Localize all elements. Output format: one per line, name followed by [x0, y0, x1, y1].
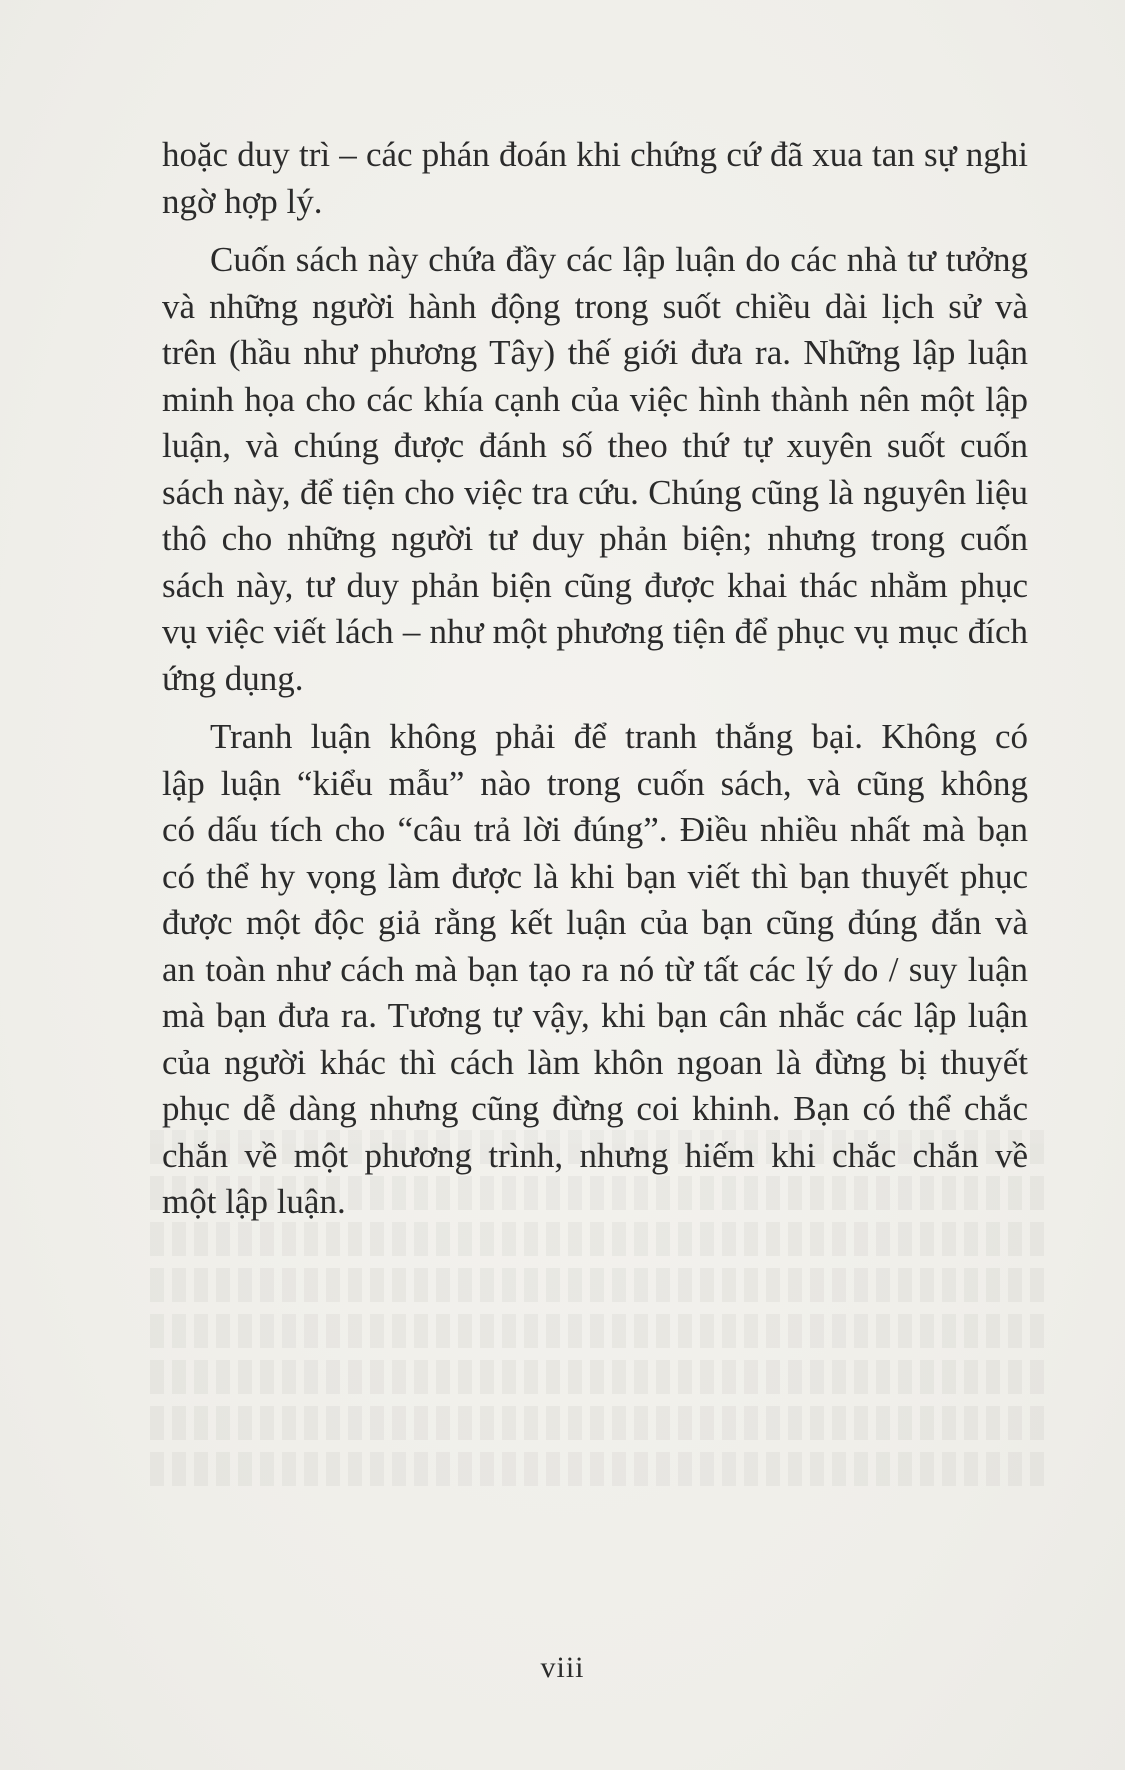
- text-line: có dấu tích cho “câu trả lời đúng”. Điều nhiều nhất mà bạn: [162, 810, 1028, 849]
- text-line: có thể hy vọng làm được là khi bạn viết thì bạn thuyết phục: [162, 856, 1028, 896]
- text-line: của người khác thì cách làm khôn ngoan là đừng bị thuyết: [162, 1042, 1028, 1082]
- text-line: minh họa cho các khía cạnh của việc hình thành nên một lập: [162, 379, 1028, 419]
- text-line: ứng dụng.: [162, 658, 304, 698]
- text-line: phục dễ dàng nhưng cũng đừng coi khinh. Bạn có thể chắc: [162, 1089, 1028, 1128]
- text-line: an toàn như cách mà bạn tạo ra nó từ tất các lý do / suy luận: [162, 949, 1028, 989]
- body-text: [162, 132, 1028, 1238]
- text-line: Cuốn sách này chứa đầy các lập luận do các nhà tư tưởng: [210, 240, 1028, 279]
- text-line: một lập luận.: [162, 1182, 346, 1221]
- text-line: trên (hầu như phương Tây) thế giới đưa ra. Những lập luận: [162, 333, 1028, 372]
- text-line: vụ việc viết lách – như một phương tiện để phục vụ mục đích: [162, 612, 1028, 651]
- text-line: sách này, để tiện cho việc tra cứu. Chúng cũng là nguyên liệu: [162, 472, 1028, 512]
- text-line: sách này, tư duy phản biện cũng được khai thác nhằm phục: [162, 565, 1028, 605]
- text-line: chắn về một phương trình, nhưng hiếm khi chắc chắn về: [162, 1135, 1028, 1175]
- text-line: hoặc duy trì – các phán đoán khi chứng cứ đã xua tan sự nghi: [162, 135, 1028, 174]
- text-line: được một độc giả rằng kết luận của bạn cũng đúng đắn và: [162, 903, 1028, 942]
- paragraph: [162, 132, 1028, 225]
- text-line: Tranh luận không phải để tranh thắng bại. Không có: [210, 717, 1028, 756]
- text-line: mà bạn đưa ra. Tương tự vậy, khi bạn cân nhắc các lập luận: [162, 996, 1028, 1035]
- paragraph: [162, 714, 1028, 1226]
- page-number: viii: [540, 1651, 585, 1684]
- paragraph: [162, 237, 1028, 702]
- text-line: ngờ hợp lý.: [162, 181, 323, 221]
- text-line: thô cho những người tư duy phản biện; nhưng trong cuốn: [162, 519, 1028, 558]
- text-line: và những người hành động trong suốt chiều dài lịch sử và: [162, 286, 1028, 326]
- text-line: lập luận “kiểu mẫu” nào trong cuốn sách, và cũng không: [162, 763, 1028, 803]
- text-line: luận, và chúng được đánh số theo thứ tự xuyên suốt cuốn: [162, 426, 1028, 465]
